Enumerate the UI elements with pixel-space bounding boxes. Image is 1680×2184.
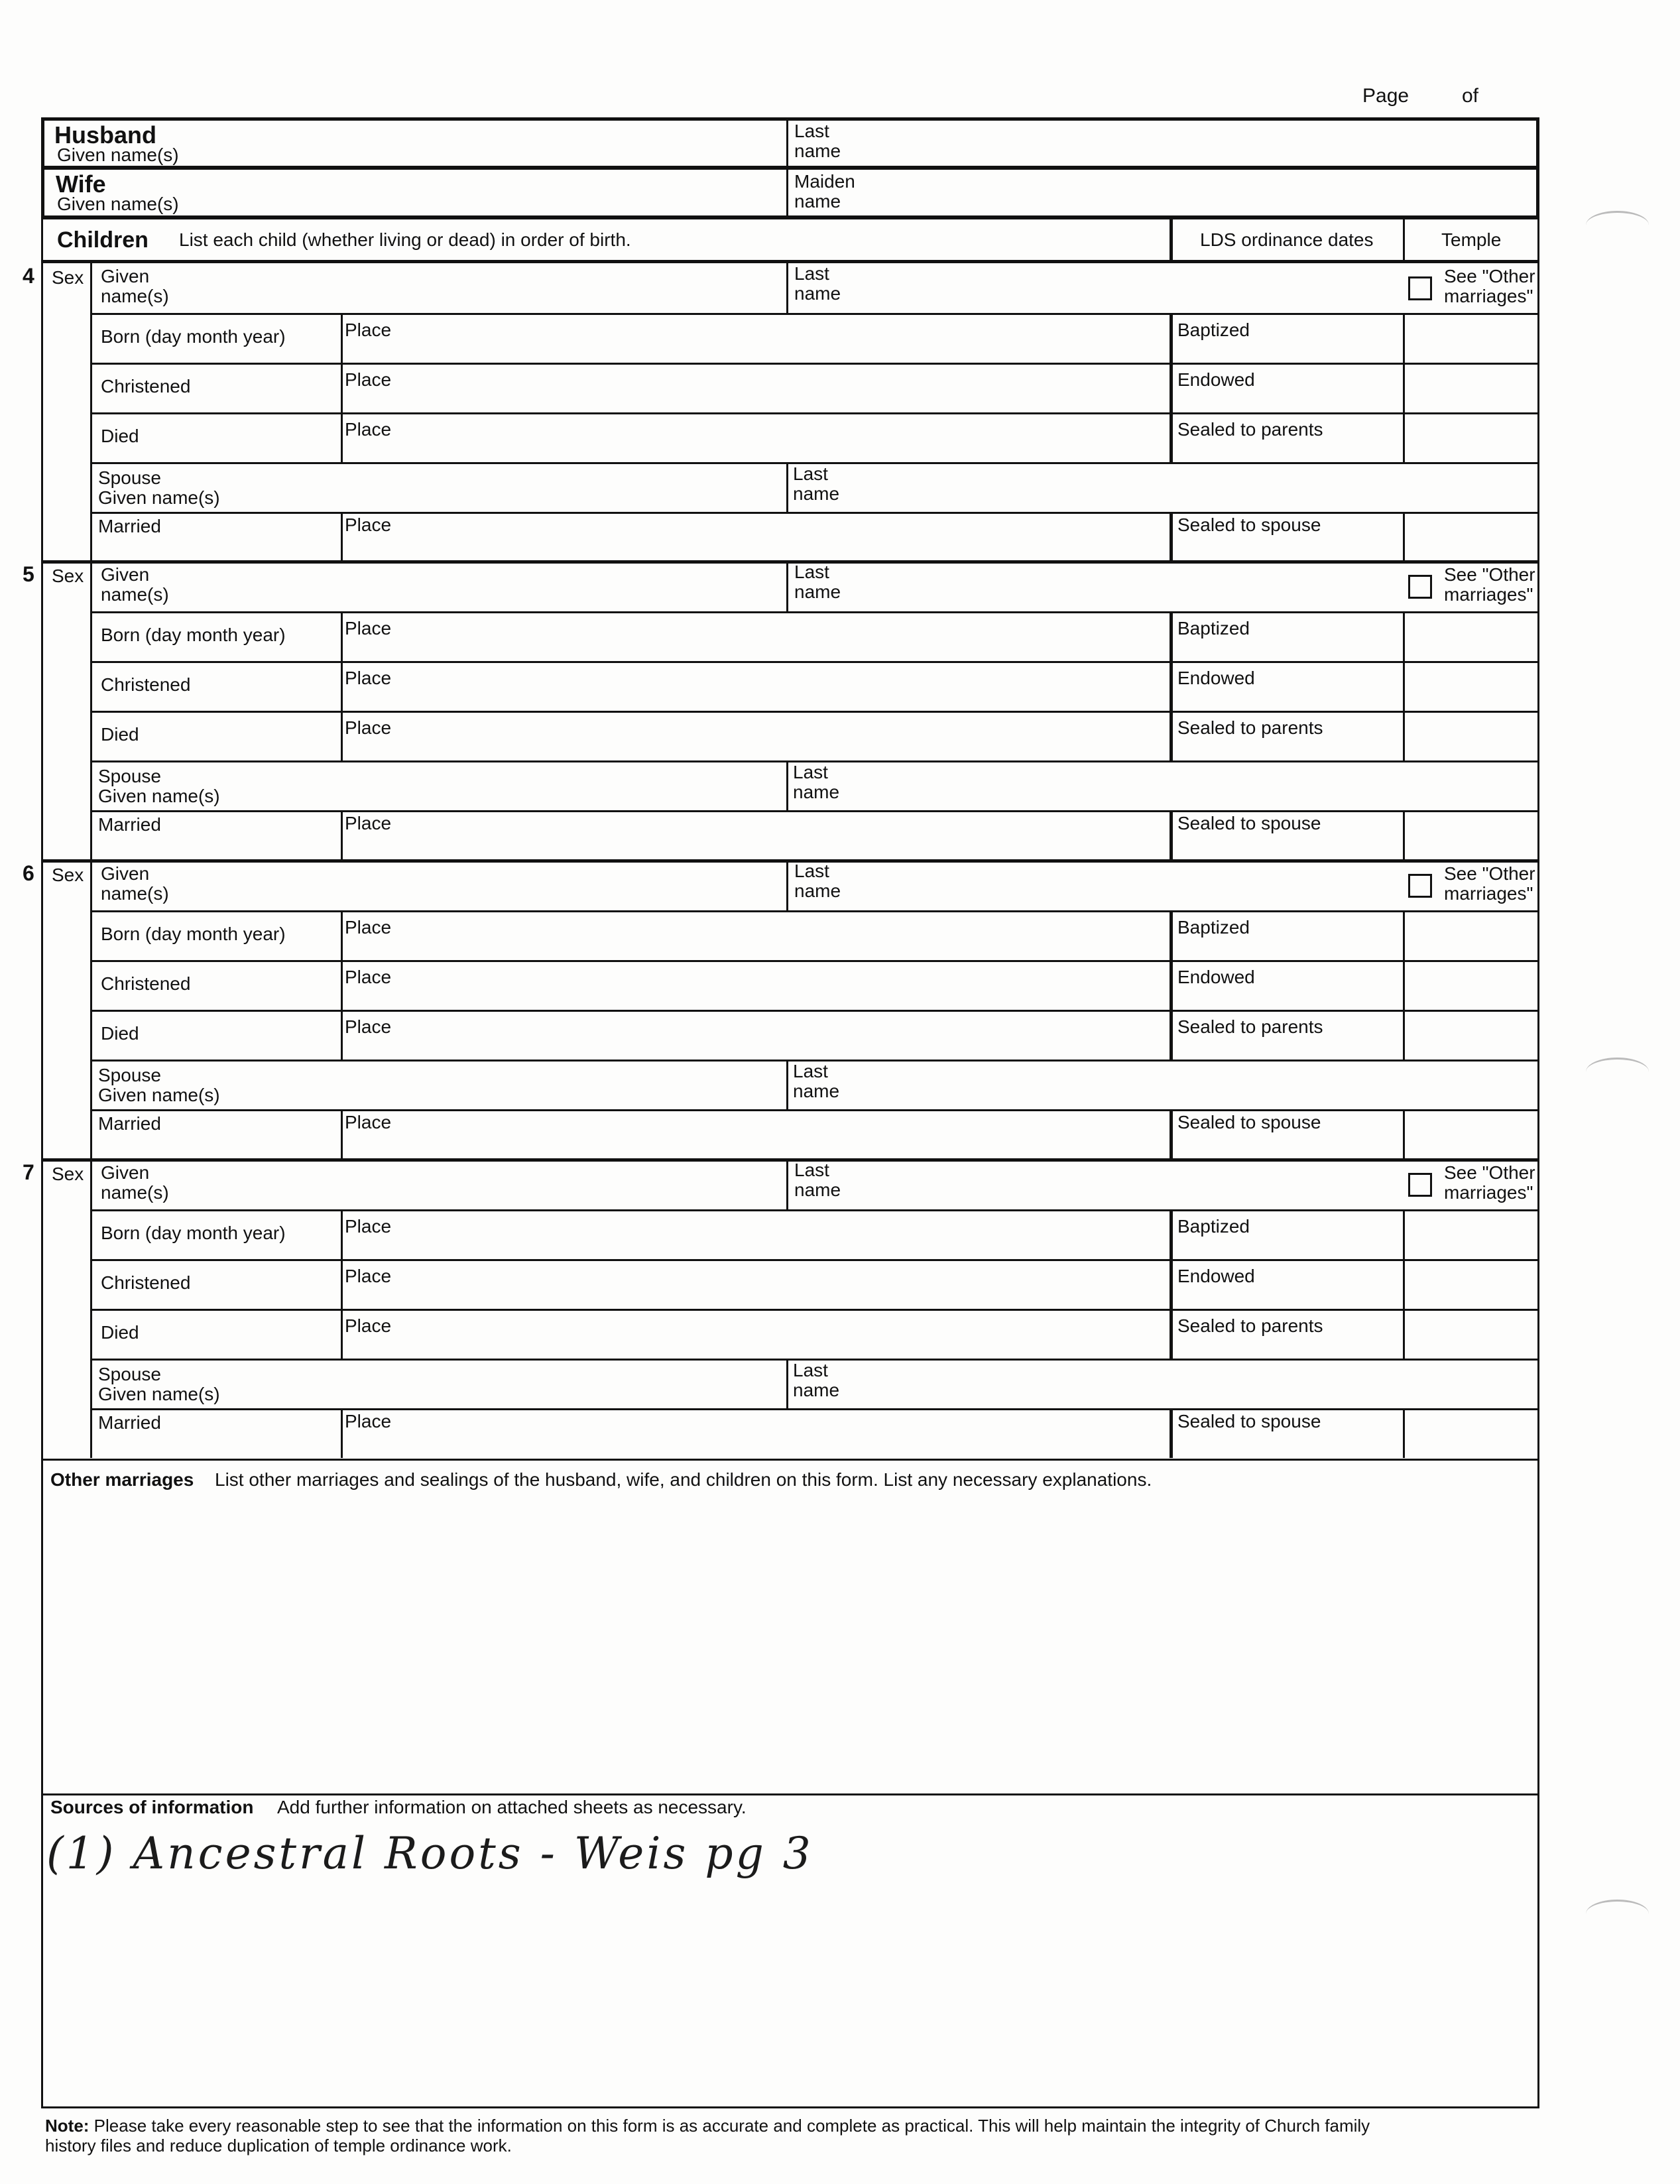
child-7-christened-date-field[interactable]	[94, 1262, 338, 1307]
child-4-married-date-field[interactable]	[94, 515, 338, 560]
rule-line	[90, 611, 1539, 613]
child-4-died-place-field[interactable]	[345, 415, 1167, 460]
child-6-sex-label: Sex	[52, 865, 84, 885]
rule-line	[786, 462, 788, 512]
rule-line	[786, 1359, 788, 1408]
child-7-died-place-label: Place	[345, 1315, 392, 1336]
child-4-christened-date-field[interactable]	[94, 365, 338, 410]
rule-line	[90, 910, 1539, 912]
child-7-married-place-label: Place	[345, 1411, 392, 1431]
child-5-sealed-parents-temple-field[interactable]	[1407, 713, 1537, 758]
child-5-died-label: Died	[101, 724, 139, 745]
rule-line	[90, 263, 92, 562]
husband-given-label: Given name(s)	[57, 145, 179, 165]
rule-line	[90, 711, 1539, 713]
child-5-spouse-last-label-2: name	[793, 782, 840, 802]
child-7-number: 7	[23, 1160, 34, 1184]
child-6-given-label-1: Given	[101, 863, 150, 884]
rule-line	[90, 661, 1539, 663]
rule-line	[90, 412, 1539, 414]
child-7-spouse-last-field[interactable]	[790, 1361, 1537, 1406]
child-5-married-date-field[interactable]	[94, 813, 338, 858]
rule-line	[786, 1160, 788, 1209]
rule-line	[90, 1259, 1539, 1261]
child-7-endowed-temple-field[interactable]	[1407, 1262, 1537, 1307]
child-5-last-label-2: name	[794, 581, 841, 602]
child-5-sealed-spouse-label: Sealed to spouse	[1177, 813, 1321, 833]
child-4-sealed-parents-date-field[interactable]	[1175, 415, 1400, 460]
child-5-last-field[interactable]	[790, 563, 1390, 609]
child-4-baptized-date-field[interactable]	[1175, 316, 1400, 361]
child-5-endowed-label: Endowed	[1177, 668, 1255, 688]
child-7-given-field[interactable]	[94, 1161, 784, 1207]
rule-line	[90, 1010, 1539, 1012]
child-5-sex-label: Sex	[52, 566, 84, 586]
child-4-born-date-field[interactable]	[94, 316, 338, 361]
child-7-died-label: Died	[101, 1322, 139, 1343]
child-7-married-label: Married	[98, 1412, 161, 1433]
child-7-last-field[interactable]	[790, 1161, 1390, 1207]
child-7-sealed-parents-label: Sealed to parents	[1177, 1315, 1323, 1336]
child-4-born-place-label: Place	[345, 320, 392, 340]
child-5-spouse-label-1: Spouse	[98, 766, 161, 786]
child-7-endowed-date-field[interactable]	[1175, 1262, 1400, 1307]
child-4-last-label-1: Last	[794, 263, 829, 284]
child-7-died-date-field[interactable]	[94, 1311, 338, 1357]
child-5-spouse-label-2: Given name(s)	[98, 786, 220, 806]
child-6-sealed-spouse-temple-field[interactable]	[1407, 1112, 1537, 1157]
rule-line	[1403, 910, 1405, 1060]
wife-given-label: Given name(s)	[57, 194, 179, 214]
child-7-baptized-date-field[interactable]	[1175, 1212, 1400, 1257]
child-7-died-place-field[interactable]	[345, 1311, 1167, 1357]
rule-line	[341, 611, 343, 760]
child-6-spouse-last-label-1: Last	[793, 1061, 828, 1081]
child-7-sealed-spouse-label: Sealed to spouse	[1177, 1411, 1321, 1431]
rule-line	[341, 1109, 343, 1159]
child-5-sealed-spouse-temple-field[interactable]	[1407, 813, 1537, 858]
child-6-died-place-label: Place	[345, 1016, 392, 1037]
child-6-christened-date-field[interactable]	[94, 963, 338, 1008]
rule-line	[90, 1160, 92, 1458]
child-4-died-place-label: Place	[345, 419, 392, 440]
child-4-christened-label: Christened	[101, 376, 191, 396]
child-4-endowed-temple-field[interactable]	[1407, 365, 1537, 410]
child-4-married-label: Married	[98, 516, 161, 536]
child-4-spouse-last-field[interactable]	[790, 465, 1537, 510]
child-4-endowed-label: Endowed	[1177, 369, 1255, 390]
child-4-spouse-last-label-1: Last	[793, 463, 828, 484]
child-4-sealed-spouse-label: Sealed to spouse	[1177, 515, 1321, 535]
child-6-sex-field[interactable]	[44, 887, 88, 907]
child-4-christened-place-field[interactable]	[345, 365, 1167, 410]
rule-line	[786, 263, 788, 313]
child-7-sealed-spouse-date-field[interactable]	[1175, 1411, 1400, 1456]
child-6-spouse-given-field[interactable]	[94, 1062, 784, 1107]
child-7-born-place-label: Place	[345, 1216, 392, 1237]
child-4-sealed-parents-temple-field[interactable]	[1407, 415, 1537, 460]
child-7-spouse-last-label-1: Last	[793, 1360, 828, 1380]
child-7-other-marriages-label-2: marriages"	[1444, 1182, 1533, 1203]
child-5-spouse-last-label-1: Last	[793, 762, 828, 782]
child-4-spouse-label-2: Given name(s)	[98, 487, 220, 508]
child-4-number: 4	[23, 264, 34, 288]
rule-line	[341, 1408, 343, 1458]
child-6-died-label: Died	[101, 1023, 139, 1044]
note-heading: Note:	[45, 2116, 90, 2136]
note	[45, 2116, 1370, 2136]
child-5-married-place-field[interactable]	[345, 813, 1167, 858]
rule-line	[90, 810, 1539, 812]
child-6-born-date-field[interactable]	[94, 913, 338, 958]
child-5-sealed-parents-date-field[interactable]	[1175, 713, 1400, 758]
child-6-christened-place-field[interactable]	[345, 963, 1167, 1008]
rule-line	[1170, 1408, 1173, 1458]
child-6-born-place-field[interactable]	[345, 913, 1167, 958]
rule-line	[90, 1209, 1539, 1211]
child-7-spouse-label-2: Given name(s)	[98, 1384, 220, 1404]
child-4-sealed-spouse-temple-field[interactable]	[1407, 515, 1537, 560]
rule-line	[90, 562, 92, 860]
child-6-given-field[interactable]	[94, 862, 784, 908]
child-6-married-place-field[interactable]	[345, 1112, 1167, 1157]
rule-line	[1403, 1109, 1405, 1159]
child-7-christened-label: Christened	[101, 1272, 191, 1293]
rule-line	[1170, 910, 1173, 1060]
child-6-sealed-parents-temple-field[interactable]	[1407, 1012, 1537, 1058]
child-7-born-label: Born (day month year)	[101, 1223, 286, 1243]
rule-line	[1403, 1209, 1405, 1359]
child-5-born-date-field[interactable]	[94, 614, 338, 659]
rule-line	[1170, 611, 1173, 760]
child-5-other-marriages-checkbox[interactable]	[1408, 575, 1432, 599]
child-4-baptized-temple-field[interactable]	[1407, 316, 1537, 361]
child-4-spouse-given-field[interactable]	[94, 465, 784, 510]
child-4-sex-field[interactable]	[44, 290, 88, 310]
rule-line	[1170, 512, 1173, 562]
child-4-last-field[interactable]	[790, 265, 1390, 311]
child-7-born-date-field[interactable]	[94, 1212, 338, 1257]
child-5-given-label-1: Given	[101, 564, 150, 585]
child-4-other-marriages-label-2: marriages"	[1444, 286, 1533, 306]
child-6-endowed-date-field[interactable]	[1175, 963, 1400, 1008]
child-4-died-label: Died	[101, 426, 139, 446]
children-instruction: List each child (whether living or dead) in order of birth.	[179, 229, 631, 250]
child-5-died-place-label: Place	[345, 717, 392, 738]
lds-ordinance-dates-heading: LDS ordinance dates	[1200, 229, 1374, 250]
child-7-spouse-label-1: Spouse	[98, 1364, 161, 1384]
other-marriages-heading: Other marriages	[50, 1469, 194, 1490]
child-5-sex-field[interactable]	[44, 588, 88, 608]
child-6-last-label-1: Last	[794, 861, 829, 881]
child-4-other-marriages-checkbox[interactable]	[1408, 276, 1432, 300]
husband-given-field[interactable]	[46, 121, 782, 163]
rule-line	[341, 810, 343, 860]
child-5-sealed-parents-label: Sealed to parents	[1177, 717, 1323, 738]
child-4-other-marriages-label-1: See "Other	[1444, 266, 1535, 286]
rule-line	[341, 313, 343, 462]
child-7-married-place-field[interactable]	[345, 1411, 1167, 1456]
child-6-died-date-field[interactable]	[94, 1012, 338, 1058]
child-4-married-place-label: Place	[345, 515, 392, 535]
rule-line	[1170, 810, 1173, 860]
child-6-endowed-temple-field[interactable]	[1407, 963, 1537, 1008]
child-7-christened-place-field[interactable]	[345, 1262, 1167, 1307]
rule-line	[786, 861, 788, 910]
child-4-last-label-2: name	[794, 283, 841, 304]
child-5-number: 5	[23, 562, 34, 586]
note-line-2: history files and reduce duplication of temple ordinance work.	[45, 2136, 512, 2155]
child-5-born-label: Born (day month year)	[101, 625, 286, 645]
temple-heading: Temple	[1441, 229, 1502, 250]
child-7-sealed-parents-temple-field[interactable]	[1407, 1311, 1537, 1357]
child-6-christened-place-label: Place	[345, 967, 392, 987]
rule-line	[1170, 1109, 1173, 1159]
child-5-other-marriages-label-2: marriages"	[1444, 584, 1533, 605]
child-5-died-date-field[interactable]	[94, 713, 338, 758]
child-5-died-place-field[interactable]	[345, 713, 1167, 758]
child-6-baptized-temple-field[interactable]	[1407, 913, 1537, 958]
rule-line	[1403, 611, 1405, 760]
child-5-endowed-temple-field[interactable]	[1407, 664, 1537, 709]
child-5-baptized-temple-field[interactable]	[1407, 614, 1537, 659]
child-7-sex-label: Sex	[52, 1164, 84, 1184]
child-5-last-label-1: Last	[794, 562, 829, 582]
wife-maiden-label-2: name	[794, 191, 841, 212]
child-4-given-label-2: name(s)	[101, 286, 169, 306]
child-6-married-place-label: Place	[345, 1112, 392, 1132]
child-7-baptized-label: Baptized	[1177, 1216, 1250, 1237]
child-5-christened-label: Christened	[101, 674, 191, 695]
child-7-spouse-last-label-2: name	[793, 1380, 840, 1400]
child-7-married-date-field[interactable]	[94, 1411, 338, 1456]
wife-heading: Wife	[56, 170, 106, 198]
rule-line	[786, 760, 788, 810]
child-5-sealed-spouse-date-field[interactable]	[1175, 813, 1400, 858]
child-7-other-marriages-label-1: See "Other	[1444, 1162, 1535, 1183]
child-7-sealed-parents-date-field[interactable]	[1175, 1311, 1400, 1357]
sources-heading: Sources of information	[50, 1797, 254, 1817]
child-4-spouse-last-label-2: name	[793, 483, 840, 504]
of-label: of	[1462, 85, 1479, 107]
rule-line	[90, 512, 1539, 514]
child-6-sealed-spouse-label: Sealed to spouse	[1177, 1112, 1321, 1132]
child-5-born-place-label: Place	[345, 618, 392, 638]
child-5-other-marriages-label-1: See "Other	[1444, 564, 1535, 585]
child-6-baptized-label: Baptized	[1177, 917, 1250, 938]
rule-line	[786, 1060, 788, 1109]
rule-line	[341, 512, 343, 562]
child-7-spouse-given-field[interactable]	[94, 1361, 784, 1406]
child-6-sealed-parents-label: Sealed to parents	[1177, 1016, 1323, 1037]
note-line-1: Please take every reasonable step to see that the information on this form is as accurate and complete as practical. This will help maintain the integrity of Church family	[93, 2116, 1370, 2136]
child-5-christened-place-label: Place	[345, 668, 392, 688]
other-marriages-instruction: List other marriages and sealings of the husband, wife, and children on this form. List any necessary explanations.	[215, 1469, 1152, 1490]
punch-hole-mark	[1586, 1900, 1649, 1928]
child-7-christened-place-label: Place	[345, 1266, 392, 1286]
child-5-spouse-given-field[interactable]	[94, 763, 784, 808]
child-4-died-date-field[interactable]	[94, 415, 338, 460]
child-7-last-label-1: Last	[794, 1160, 829, 1180]
child-6-married-label: Married	[98, 1113, 161, 1134]
child-4-married-place-field[interactable]	[345, 515, 1167, 560]
rule-line	[1170, 313, 1173, 462]
rule-line	[1170, 1209, 1173, 1359]
child-6-spouse-last-label-2: name	[793, 1081, 840, 1101]
child-6-last-field[interactable]	[790, 862, 1390, 908]
child-5-baptized-label: Baptized	[1177, 618, 1250, 638]
child-7-sex-field[interactable]	[44, 1186, 88, 1206]
child-5-born-place-field[interactable]	[345, 614, 1167, 659]
child-4-endowed-date-field[interactable]	[1175, 365, 1400, 410]
child-6-other-marriages-checkbox[interactable]	[1408, 874, 1432, 898]
child-4-given-field[interactable]	[94, 265, 784, 311]
child-6-sealed-parents-date-field[interactable]	[1175, 1012, 1400, 1058]
child-7-endowed-label: Endowed	[1177, 1266, 1255, 1286]
child-4-given-label-1: Given	[101, 266, 150, 286]
child-4-christened-place-label: Place	[345, 369, 392, 390]
rule-line	[90, 1309, 1539, 1311]
child-5-married-place-label: Place	[345, 813, 392, 833]
child-4-born-label: Born (day month year)	[101, 326, 286, 347]
child-5-christened-place-field[interactable]	[345, 664, 1167, 709]
child-4-sex-label: Sex	[52, 267, 84, 288]
child-6-married-date-field[interactable]	[94, 1112, 338, 1157]
child-7-sealed-spouse-temple-field[interactable]	[1407, 1411, 1537, 1456]
wife-maiden-field[interactable]	[792, 171, 1534, 217]
children-heading: Children	[57, 227, 149, 253]
sources-section[interactable]	[44, 1796, 1537, 2106]
husband-heading: Husband	[54, 121, 157, 149]
wife-given-field[interactable]	[46, 171, 782, 217]
sources-instruction: Add further information on attached sheets as necessary.	[277, 1797, 747, 1817]
child-5-baptized-date-field[interactable]	[1175, 614, 1400, 659]
child-6-spouse-label-1: Spouse	[98, 1065, 161, 1085]
child-6-died-place-field[interactable]	[345, 1012, 1167, 1058]
child-4-sealed-spouse-date-field[interactable]	[1175, 515, 1400, 560]
child-6-sealed-spouse-date-field[interactable]	[1175, 1112, 1400, 1157]
rule-line	[786, 562, 788, 611]
child-4-born-place-field[interactable]	[345, 316, 1167, 361]
rule-line	[1403, 512, 1405, 562]
child-7-given-label-2: name(s)	[101, 1182, 169, 1203]
husband-last-label-1: Last	[794, 121, 829, 141]
child-6-other-marriages-label-2: marriages"	[1444, 883, 1533, 904]
rule-line	[90, 861, 92, 1159]
page-label: Page	[1362, 85, 1410, 107]
rule-line	[1403, 313, 1405, 462]
sources-handwritten-entry: (1) Ancestral Roots - Weis pg 3	[46, 1828, 813, 1879]
child-6-christened-label: Christened	[101, 973, 191, 994]
wife-maiden-label-1: Maiden	[794, 171, 855, 192]
child-5-christened-date-field[interactable]	[94, 664, 338, 709]
child-6-endowed-label: Endowed	[1177, 967, 1255, 987]
child-4-baptized-label: Baptized	[1177, 320, 1250, 340]
child-7-born-place-field[interactable]	[345, 1212, 1167, 1257]
child-6-other-marriages-label-1: See "Other	[1444, 863, 1535, 884]
rule-line	[90, 313, 1539, 315]
rule-line	[341, 1209, 343, 1359]
child-5-spouse-last-field[interactable]	[790, 763, 1537, 808]
child-5-endowed-date-field[interactable]	[1175, 664, 1400, 709]
husband-last-field[interactable]	[792, 121, 1534, 163]
rule-line	[90, 960, 1539, 962]
child-5-given-label-2: name(s)	[101, 584, 169, 605]
child-6-born-place-label: Place	[345, 917, 392, 938]
child-7-baptized-temple-field[interactable]	[1407, 1212, 1537, 1257]
child-6-spouse-last-field[interactable]	[790, 1062, 1537, 1107]
rule-line	[1403, 1408, 1405, 1458]
rule-line	[1403, 810, 1405, 860]
child-6-born-label: Born (day month year)	[101, 924, 286, 944]
child-4-sealed-parents-label: Sealed to parents	[1177, 419, 1323, 440]
rule-line	[90, 1109, 1539, 1111]
child-6-last-label-2: name	[794, 880, 841, 901]
rule-line	[341, 910, 343, 1060]
child-6-spouse-label-2: Given name(s)	[98, 1085, 220, 1105]
child-7-given-label-1: Given	[101, 1162, 150, 1183]
child-7-other-marriages-checkbox[interactable]	[1408, 1173, 1432, 1197]
child-6-given-label-2: name(s)	[101, 883, 169, 904]
rule-line	[90, 363, 1539, 365]
child-6-number: 6	[23, 861, 34, 885]
other-marriages-section[interactable]	[44, 1461, 1537, 1793]
child-7-last-label-2: name	[794, 1180, 841, 1200]
punch-hole-mark	[1586, 211, 1649, 239]
punch-hole-mark	[1586, 1058, 1649, 1086]
child-4-spouse-label-1: Spouse	[98, 467, 161, 488]
child-5-given-field[interactable]	[94, 563, 784, 609]
child-5-married-label: Married	[98, 814, 161, 835]
child-6-baptized-date-field[interactable]	[1175, 913, 1400, 958]
husband-last-label-2: name	[794, 141, 841, 161]
rule-line	[90, 1408, 1539, 1410]
